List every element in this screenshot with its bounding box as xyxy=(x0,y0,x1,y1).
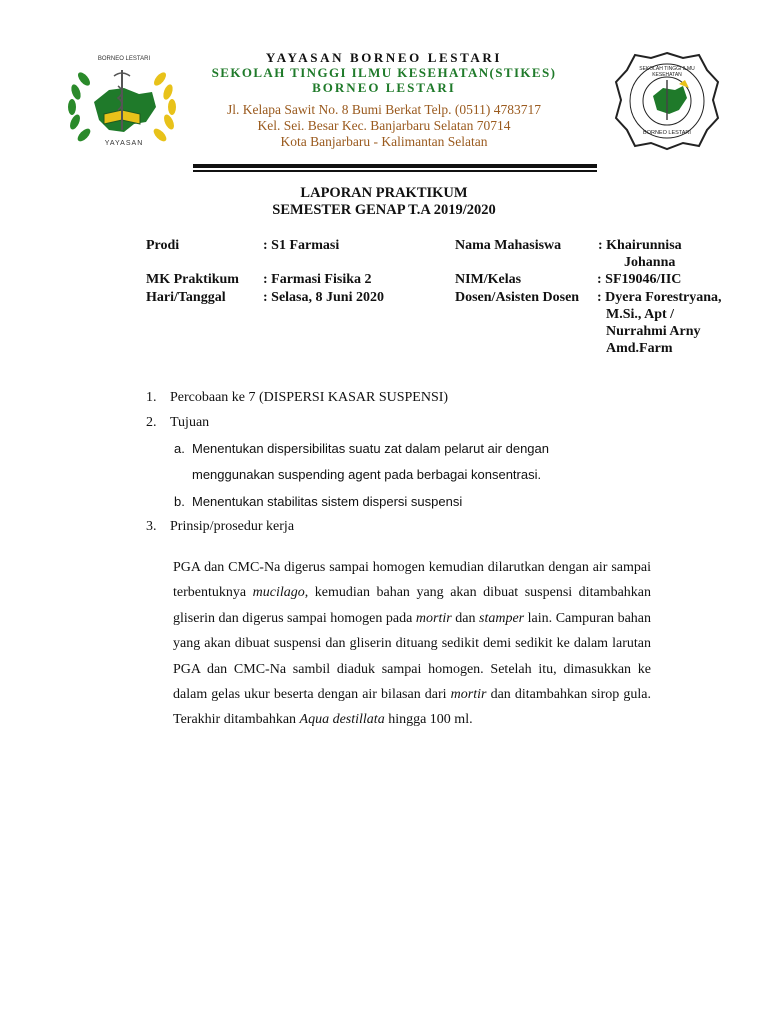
nim-value: : SF19046/IIC xyxy=(597,272,682,287)
procedure-italic-mortir: mortir xyxy=(415,610,452,626)
nama-label: Nama Mahasiswa xyxy=(455,238,562,253)
objective-a-line2: menggunakan suspending agent pada berbagai konsentrasi. xyxy=(192,467,542,482)
hari-value: : Selasa, 8 Juni 2020 xyxy=(263,290,384,305)
objective-a-letter: a. xyxy=(174,441,185,456)
objective-b-letter: b. xyxy=(174,494,185,509)
procedure-text-4: lain. Campuran bahan yang akan dibuat suspensi dan gliserin dituang sedikit demi sedikit ke dalam larutan PGA dan CMC-Na sambil diaduk sampai homogen. Setelah itu, dimasukkan ke dalam gelas ukur beserta dengan air bilasan dari xyxy=(173,610,651,703)
address-line2: Kel. Sei. Besar Kec. Banjarbaru Selatan 70714 xyxy=(257,118,511,133)
stikes-logo-top-text: SEKOLAH TINGGI ILMU KESEHATAN xyxy=(639,66,695,78)
procedure-paragraph xyxy=(173,555,651,733)
prodi-value: : S1 Farmasi xyxy=(263,238,340,253)
procedure-text-5: dan ditambahkan sirop gula. Terakhir ditambahkan xyxy=(173,687,651,728)
procedure-italic-stamper: stamper xyxy=(479,610,525,626)
logo-top-text: BORNEO LESTARI xyxy=(97,56,151,62)
list-number-2: 2. xyxy=(146,415,157,430)
procedure-heading: Prinsip/prosedur kerja xyxy=(170,519,295,534)
dosen-value-line2: M.Si., Apt / xyxy=(606,307,675,322)
procedure-text-6: hingga 100 ml. xyxy=(384,712,473,728)
procedure-italic-mucilago: mucilago xyxy=(252,585,305,601)
objective-b-text: Menentukan stabilitas sistem dispersi suspensi xyxy=(192,494,463,509)
address-line1: Jl. Kelapa Sawit No. 8 Bumi Berkat Telp. (0511) 4783717 xyxy=(226,102,541,117)
report-semester: SEMESTER GENAP T.A 2019/2020 xyxy=(272,202,496,218)
mk-label: MK Praktikum xyxy=(146,272,239,287)
prodi-label: Prodi xyxy=(146,238,180,253)
report-title: LAPORAN PRAKTIKUM xyxy=(300,185,468,201)
mk-value: : Farmasi Fisika 2 xyxy=(263,272,372,287)
list-number-3: 3. xyxy=(146,519,157,534)
header-rule-thick xyxy=(193,164,597,168)
procedure-text-2: , kemudian bahan yang akan dibuat suspensi ditambahkan gliserin dan digerus sampai homogen pada xyxy=(173,585,651,626)
school-name-line1: SEKOLAH TINGGI ILMU KESEHATAN(STIKES) xyxy=(211,65,557,80)
dosen-value-line3: Nurrahmi Arny xyxy=(606,324,701,339)
procedure-text-3: dan xyxy=(451,610,479,626)
experiment-title: Percobaan ke 7 (DISPERSI KASAR SUSPENSI) xyxy=(170,390,449,405)
stikes-logo xyxy=(613,50,721,152)
dosen-value: : Dyera Forestryana, xyxy=(597,290,722,305)
objective-a-line1: Menentukan dispersibilitas suatu zat dalam pelarut air dengan xyxy=(192,441,549,456)
list-number-1: 1. xyxy=(146,390,157,405)
procedure-italic-mortir-2: mortir xyxy=(450,687,487,703)
objective-heading: Tujuan xyxy=(170,415,210,430)
dosen-value-line4: Amd.Farm xyxy=(606,341,673,356)
dosen-label: Dosen/Asisten Dosen xyxy=(455,290,580,305)
address-line3: Kota Banjarbaru - Kalimantan Selatan xyxy=(280,134,488,149)
school-name-line2: BORNEO LESTARI xyxy=(312,80,456,95)
nama-value-cont: Johanna xyxy=(624,255,676,270)
logo-bottom-text: YAYASAN xyxy=(104,140,144,147)
stikes-logo-bottom-text: BORNEO LESTARI xyxy=(643,130,691,136)
nama-value: : Khairunnisa xyxy=(598,238,682,253)
foundation-name: YAYASAN BORNEO LESTARI xyxy=(265,50,503,65)
header-rule-thin xyxy=(193,170,597,172)
nim-label: NIM/Kelas xyxy=(455,272,522,287)
procedure-text-1: PGA dan CMC-Na digerus sampai homogen kemudian dilarutkan dengan air sampai terbentuknya xyxy=(173,560,651,601)
hari-label: Hari/Tanggal xyxy=(146,290,226,305)
procedure-italic-aqua: Aqua destillata xyxy=(299,712,385,728)
